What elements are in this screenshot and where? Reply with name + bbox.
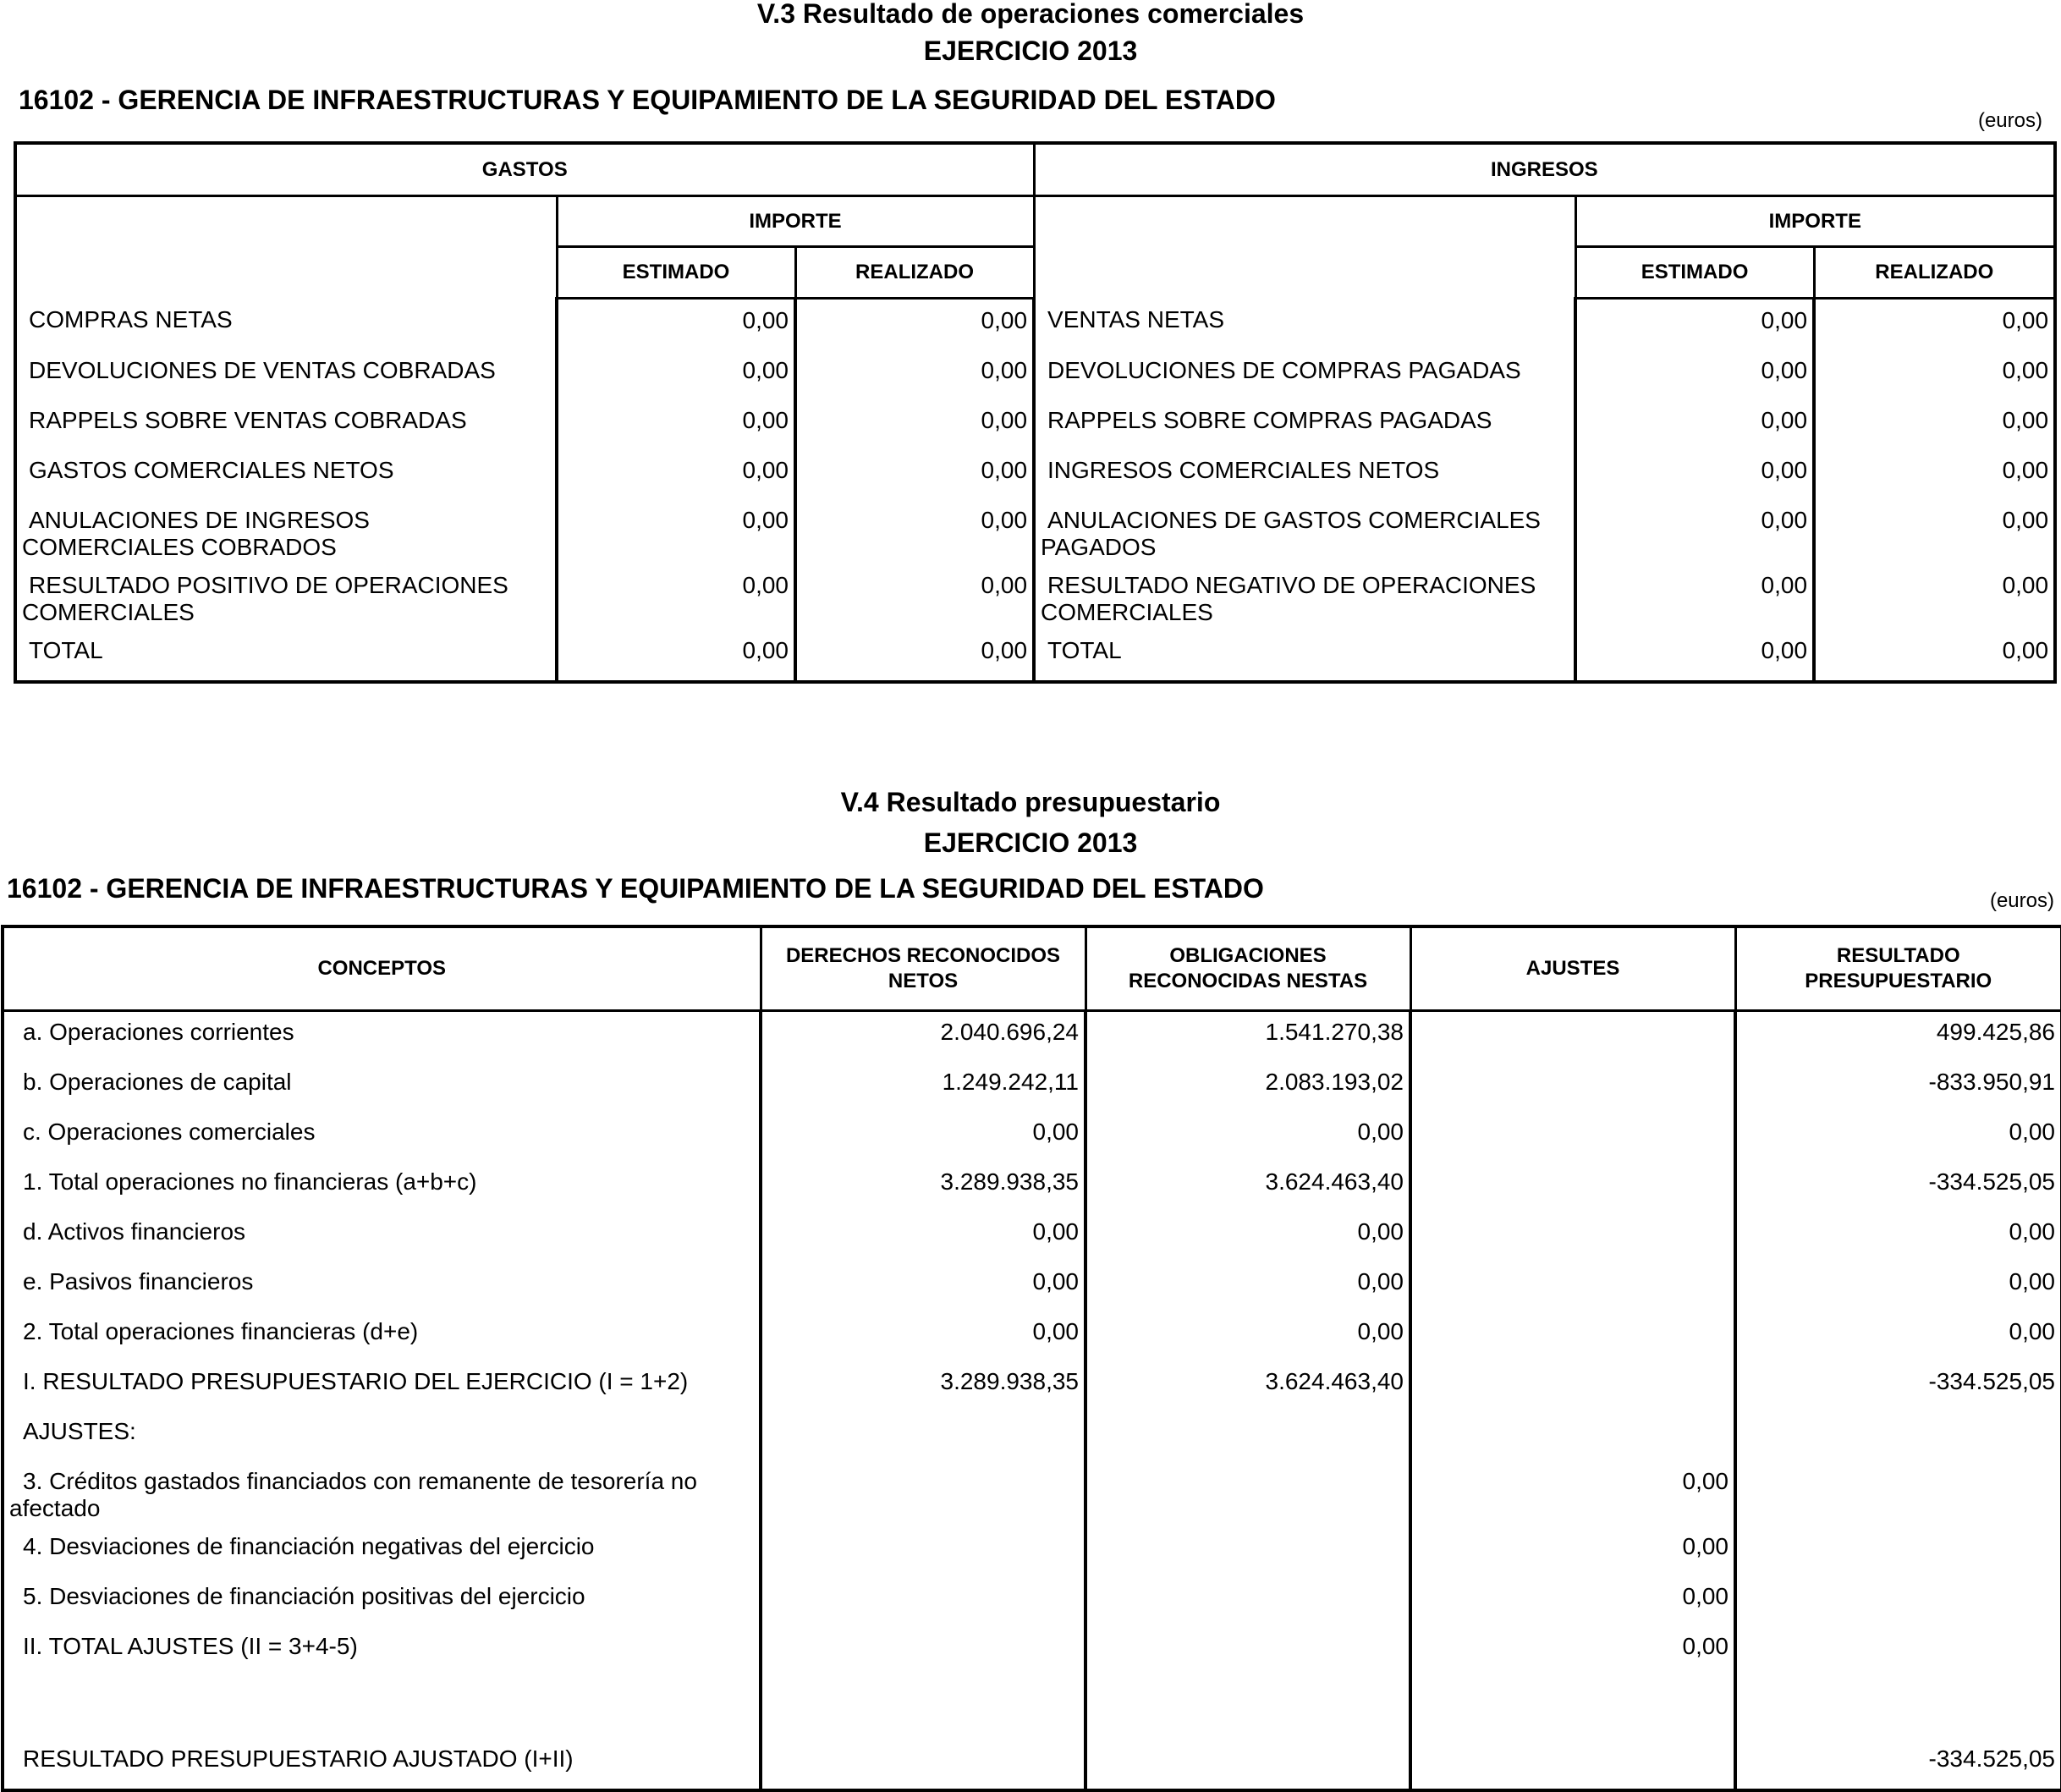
concept-label-text: AJUSTES: xyxy=(23,1418,136,1444)
derechos-value: 1.249.242,11 xyxy=(761,1062,1085,1112)
table-row xyxy=(15,349,2055,399)
table-row xyxy=(3,1411,2061,1461)
header-obligaciones xyxy=(1085,926,1410,1011)
derechos-value xyxy=(761,1626,1085,1676)
concept-label xyxy=(3,1311,761,1361)
table-row xyxy=(3,1576,2061,1626)
table-row xyxy=(15,629,2055,682)
ingresos-concept-text: RESULTADO NEGATIVO DE OPERACIONES xyxy=(1047,572,1536,598)
obligaciones-value: 0,00 xyxy=(1085,1112,1410,1162)
ajustes-value xyxy=(1410,1739,1735,1790)
derechos-value: 0,00 xyxy=(761,1262,1085,1311)
resultado-value: -334.525,05 xyxy=(1735,1162,2061,1212)
concept-label xyxy=(3,1112,761,1162)
resultado-value xyxy=(1735,1526,2061,1576)
table-row xyxy=(3,1461,2061,1526)
gastos-concept-text: RESULTADO POSITIVO DE OPERACIONES xyxy=(29,572,508,598)
v4-ejercicio: EJERCICIO 2013 xyxy=(923,827,1138,858)
ajustes-value: 0,00 xyxy=(1410,1626,1735,1676)
derechos-value xyxy=(761,1739,1085,1790)
table-row xyxy=(3,1212,2061,1262)
concept-label-text: RESULTADO PRESUPUESTARIO AJUSTADO (I+II) xyxy=(23,1745,574,1772)
ingresos-concept xyxy=(1034,499,1575,564)
obligaciones-value: 3.624.463,40 xyxy=(1085,1162,1410,1212)
table-row xyxy=(15,449,2055,499)
ingresos-concept-text-cont: COMERCIALES xyxy=(1041,599,1213,625)
gastos-estimado-value: 0,00 xyxy=(557,499,795,564)
resultado-value: 499.425,86 xyxy=(1735,1011,2061,1063)
header-derechos xyxy=(761,926,1085,1011)
budget-result-table xyxy=(1,925,2061,1792)
gastos-estimado-value: 0,00 xyxy=(557,299,795,350)
ajustes-value xyxy=(1410,1311,1735,1361)
concept-label xyxy=(3,1626,761,1676)
gastos-estimado-value: 0,00 xyxy=(557,564,795,629)
header-ajustes: AJUSTES xyxy=(1410,926,1735,1011)
ingresos-concept xyxy=(1034,399,1575,449)
concept-label xyxy=(3,1411,761,1461)
gastos-estimado-value: 0,00 xyxy=(557,399,795,449)
table-row xyxy=(3,1011,2061,1063)
ajustes-value xyxy=(1410,1062,1735,1112)
obligaciones-value xyxy=(1085,1626,1410,1676)
resultado-value: 0,00 xyxy=(1735,1311,2061,1361)
obligaciones-value xyxy=(1085,1739,1410,1790)
derechos-value xyxy=(761,1676,1085,1739)
gastos-concept-text-cont: COMERCIALES xyxy=(22,599,195,625)
ingresos-estimado-value: 0,00 xyxy=(1575,499,1814,564)
resultado-value xyxy=(1735,1626,2061,1676)
ajustes-value xyxy=(1410,1676,1735,1739)
table-row xyxy=(15,399,2055,449)
ajustes-value xyxy=(1410,1112,1735,1162)
obligaciones-value: 0,00 xyxy=(1085,1262,1410,1311)
resultado-value xyxy=(1735,1576,2061,1626)
gastos-realizado-value: 0,00 xyxy=(795,299,1034,350)
table-row xyxy=(3,1262,2061,1311)
gastos-concept xyxy=(15,349,557,399)
header-ingresos-realizado: REALIZADO xyxy=(1814,247,2055,299)
ingresos-realizado-value: 0,00 xyxy=(1814,299,2055,350)
ajustes-value xyxy=(1410,1011,1735,1063)
derechos-value: 0,00 xyxy=(761,1212,1085,1262)
concept-label-text: 4. Desviaciones de financiación negativas del ejercicio xyxy=(23,1533,595,1559)
ingresos-concept-text: TOTAL xyxy=(1047,637,1122,663)
v3-entity: 16102 - GERENCIA DE INFRAESTRUCTURAS Y EQUIPAMIENTO DE LA SEGURIDAD DEL ESTADO xyxy=(19,85,1276,115)
gastos-concept-text: COMPRAS NETAS xyxy=(29,305,233,333)
concept-label-text: 5. Desviaciones de financiación positivas del ejercicio xyxy=(23,1583,585,1609)
header-resultado-line1: RESULTADO xyxy=(1836,944,1960,967)
ingresos-concept xyxy=(1034,449,1575,499)
ajustes-value: 0,00 xyxy=(1410,1526,1735,1576)
obligaciones-value: 3.624.463,40 xyxy=(1085,1361,1410,1411)
derechos-value: 3.289.938,35 xyxy=(761,1361,1085,1411)
table-row xyxy=(3,1112,2061,1162)
obligaciones-value xyxy=(1085,1676,1410,1739)
concept-label xyxy=(3,1739,761,1790)
gastos-estimado-value: 0,00 xyxy=(557,349,795,399)
v3-ejercicio: EJERCICIO 2013 xyxy=(923,36,1138,66)
ingresos-concept-text-cont: PAGADOS xyxy=(1041,534,1157,560)
header-ingresos-blank xyxy=(1034,196,1575,299)
table-row xyxy=(15,564,2055,629)
header-gastos-blank xyxy=(15,196,557,299)
resultado-value xyxy=(1735,1676,2061,1739)
derechos-value xyxy=(761,1411,1085,1461)
header-resultado xyxy=(1735,926,2061,1011)
table-row xyxy=(3,1062,2061,1112)
ingresos-estimado-value: 0,00 xyxy=(1575,299,1814,350)
header-obligaciones-line2: RECONOCIDAS NESTAS xyxy=(1128,970,1368,992)
gastos-estimado-value: 0,00 xyxy=(557,629,795,682)
ajustes-value xyxy=(1410,1411,1735,1461)
table-row xyxy=(3,1311,2061,1361)
header-derechos-line1: DERECHOS RECONOCIDOS xyxy=(785,944,1061,967)
gastos-concept xyxy=(15,629,557,682)
gastos-concept-text: ANULACIONES DE INGRESOS xyxy=(29,507,370,533)
commercial-operations-table xyxy=(14,141,2057,684)
gastos-concept-text: GASTOS COMERCIALES NETOS xyxy=(29,457,394,483)
gastos-concept-text: RAPPELS SOBRE VENTAS COBRADAS xyxy=(29,407,467,433)
ajustes-value xyxy=(1410,1361,1735,1411)
resultado-value: -334.525,05 xyxy=(1735,1361,2061,1411)
concept-label-text-cont: afectado xyxy=(9,1495,101,1521)
concept-label xyxy=(3,1526,761,1576)
ingresos-realizado-value: 0,00 xyxy=(1814,564,2055,629)
obligaciones-value xyxy=(1085,1461,1410,1526)
ingresos-concept-text: RAPPELS SOBRE COMPRAS PAGADAS xyxy=(1047,407,1492,433)
gastos-realizado-value: 0,00 xyxy=(795,629,1034,682)
concept-label xyxy=(3,1576,761,1626)
table-row xyxy=(3,1526,2061,1576)
gastos-estimado-value: 0,00 xyxy=(557,449,795,499)
derechos-value: 2.040.696,24 xyxy=(761,1011,1085,1063)
concept-label-text: 3. Créditos gastados financiados con remanente de tesorería no xyxy=(23,1468,697,1494)
ingresos-realizado-value: 0,00 xyxy=(1814,499,2055,564)
header-derechos-line2: NETOS xyxy=(888,970,959,992)
gastos-realizado-value: 0,00 xyxy=(795,349,1034,399)
gastos-concept xyxy=(15,499,557,564)
gastos-concept xyxy=(15,564,557,629)
ingresos-concept xyxy=(1034,564,1575,629)
gastos-realizado-value: 0,00 xyxy=(795,499,1034,564)
ingresos-estimado-value: 0,00 xyxy=(1575,349,1814,399)
ajustes-value xyxy=(1410,1212,1735,1262)
gastos-concept-text-cont: COMERCIALES COBRADOS xyxy=(22,534,337,560)
gastos-realizado-value: 0,00 xyxy=(795,449,1034,499)
ingresos-concept xyxy=(1034,629,1575,682)
v3-unit: (euros) xyxy=(1977,109,2042,132)
gastos-concept-text: TOTAL xyxy=(29,637,103,663)
resultado-value xyxy=(1735,1461,2061,1526)
derechos-value: 0,00 xyxy=(761,1112,1085,1162)
gastos-concept-text: DEVOLUCIONES DE VENTAS COBRADAS xyxy=(29,357,496,383)
header-gastos-importe: IMPORTE xyxy=(557,196,1034,247)
concept-label-text: I. RESULTADO PRESUPUESTARIO DEL EJERCICIO (I = 1+2) xyxy=(23,1368,689,1394)
gastos-concept xyxy=(15,299,557,350)
ingresos-realizado-value: 0,00 xyxy=(1814,449,2055,499)
ingresos-concept xyxy=(1034,299,1575,350)
gastos-realizado-value: 0,00 xyxy=(795,564,1034,629)
ajustes-value: 0,00 xyxy=(1410,1576,1735,1626)
ingresos-realizado-value: 0,00 xyxy=(1814,349,2055,399)
ingresos-realizado-value: 0,00 xyxy=(1814,629,2055,682)
resultado-value xyxy=(1735,1411,2061,1461)
table-row xyxy=(15,299,2055,350)
gastos-concept xyxy=(15,449,557,499)
concept-label-text: c. Operaciones comerciales xyxy=(23,1119,316,1145)
obligaciones-value xyxy=(1085,1526,1410,1576)
resultado-value: 0,00 xyxy=(1735,1262,2061,1311)
ingresos-concept-text: DEVOLUCIONES DE COMPRAS PAGADAS xyxy=(1047,357,1521,383)
resultado-value: -334.525,05 xyxy=(1735,1739,2061,1790)
header-obligaciones-line1: OBLIGACIONES xyxy=(1169,944,1327,967)
derechos-value: 3.289.938,35 xyxy=(761,1162,1085,1212)
ingresos-realizado-value: 0,00 xyxy=(1814,399,2055,449)
header-resultado-line2: PRESUPUESTARIO xyxy=(1805,970,1992,992)
header-gastos-realizado: REALIZADO xyxy=(795,247,1034,299)
derechos-value xyxy=(761,1461,1085,1526)
concept-label-text: II. TOTAL AJUSTES (II = 3+4-5) xyxy=(23,1633,358,1659)
concept-label-text: b. Operaciones de capital xyxy=(23,1069,292,1095)
ingresos-estimado-value: 0,00 xyxy=(1575,449,1814,499)
gastos-realizado-value: 0,00 xyxy=(795,399,1034,449)
ajustes-value xyxy=(1410,1162,1735,1212)
concept-label-text: d. Activos financieros xyxy=(23,1218,246,1245)
resultado-value: 0,00 xyxy=(1735,1212,2061,1262)
obligaciones-value: 0,00 xyxy=(1085,1212,1410,1262)
obligaciones-value xyxy=(1085,1411,1410,1461)
v4-unit: (euros) xyxy=(1989,889,2054,912)
table-row xyxy=(3,1626,2061,1676)
ingresos-concept-text: ANULACIONES DE GASTOS COMERCIALES xyxy=(1047,507,1541,533)
ingresos-estimado-value: 0,00 xyxy=(1575,629,1814,682)
header-gastos: GASTOS xyxy=(15,143,1034,196)
obligaciones-value: 0,00 xyxy=(1085,1311,1410,1361)
header-ingresos-importe: IMPORTE xyxy=(1575,196,2055,247)
header-ingresos-estimado: ESTIMADO xyxy=(1575,247,1814,299)
table-row xyxy=(3,1676,2061,1739)
derechos-value xyxy=(761,1526,1085,1576)
ingresos-estimado-value: 0,00 xyxy=(1575,399,1814,449)
derechos-value: 0,00 xyxy=(761,1311,1085,1361)
table-row xyxy=(15,499,2055,564)
header-conceptos: CONCEPTOS xyxy=(3,926,761,1011)
concept-label-text: a. Operaciones corrientes xyxy=(23,1019,294,1045)
ingresos-concept-text: INGRESOS COMERCIALES NETOS xyxy=(1047,457,1440,483)
ingresos-concept-text: VENTAS NETAS xyxy=(1047,305,1225,333)
concept-label xyxy=(3,1212,761,1262)
header-ingresos: INGRESOS xyxy=(1034,143,2055,196)
ingresos-concept xyxy=(1034,349,1575,399)
table-row xyxy=(3,1361,2061,1411)
obligaciones-value xyxy=(1085,1576,1410,1626)
ajustes-value xyxy=(1410,1262,1735,1311)
concept-label xyxy=(3,1011,761,1063)
gastos-concept xyxy=(15,399,557,449)
concept-label xyxy=(3,1461,761,1526)
ajustes-value: 0,00 xyxy=(1410,1461,1735,1526)
obligaciones-value: 2.083.193,02 xyxy=(1085,1062,1410,1112)
concept-label xyxy=(3,1361,761,1411)
derechos-value xyxy=(761,1576,1085,1626)
v4-title: V.4 Resultado presupuestario xyxy=(840,787,1221,817)
ingresos-estimado-value: 0,00 xyxy=(1575,564,1814,629)
concept-label xyxy=(3,1262,761,1311)
obligaciones-value: 1.541.270,38 xyxy=(1085,1011,1410,1063)
concept-label xyxy=(3,1062,761,1112)
table-row xyxy=(3,1162,2061,1212)
concept-label xyxy=(3,1676,761,1739)
resultado-value: -833.950,91 xyxy=(1735,1062,2061,1112)
resultado-value: 0,00 xyxy=(1735,1112,2061,1162)
table-row xyxy=(3,1739,2061,1790)
header-gastos-estimado: ESTIMADO xyxy=(557,247,795,299)
concept-label-text: 1. Total operaciones no financieras (a+b+c) xyxy=(23,1168,477,1195)
concept-label-text: e. Pasivos financieros xyxy=(23,1268,254,1295)
concept-label-text: 2. Total operaciones financieras (d+e) xyxy=(23,1318,419,1344)
concept-label xyxy=(3,1162,761,1212)
v4-entity: 16102 - GERENCIA DE INFRAESTRUCTURAS Y EQUIPAMIENTO DE LA SEGURIDAD DEL ESTADO xyxy=(7,873,1264,904)
v3-title: V.3 Resultado de operaciones comerciales xyxy=(756,0,1305,29)
